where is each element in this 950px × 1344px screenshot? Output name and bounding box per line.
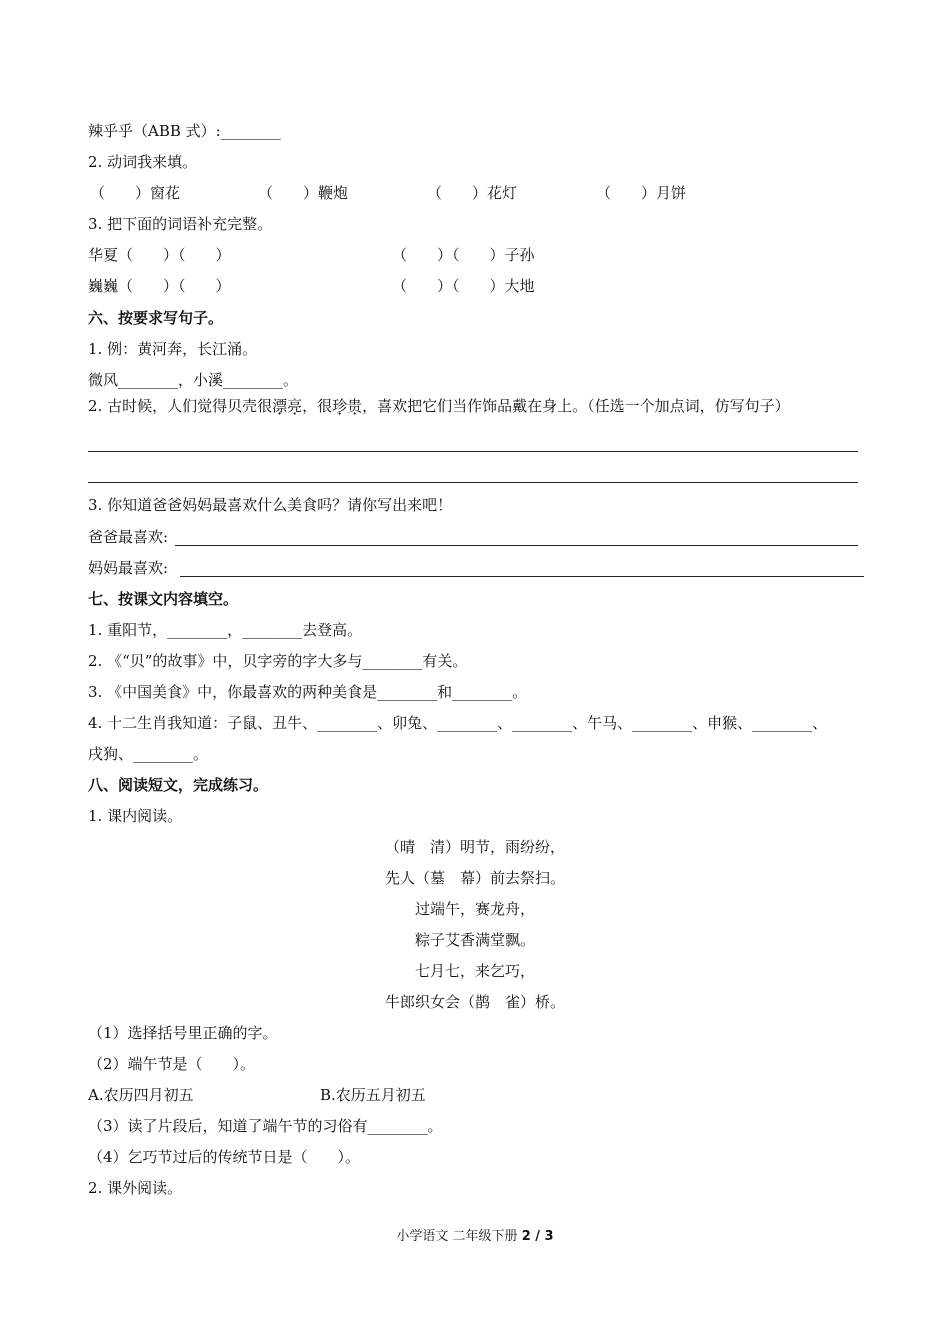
s6-q2-mid: ，很	[302, 397, 333, 415]
emphasis-char: 漂	[272, 397, 288, 415]
section-6-heading: 六、按要求写句子。	[88, 309, 224, 327]
idiom-1-left: 华夏（ ）（ ）	[88, 246, 231, 264]
emphasis-char: 珍	[332, 397, 348, 415]
poem-line: 牛郎织女会（鹊 雀）桥。	[384, 993, 565, 1011]
poem-line: 先人（墓 幕）前去祭扫。	[384, 869, 565, 887]
s6-q2-prefix: 2. 古时候，人们觉得贝壳很	[88, 397, 273, 415]
idiom-1-right: （ ）（ ）子孙	[392, 246, 535, 264]
s7-q2: 2. 《“贝”的故事》中，贝字旁的字大多与________有关。	[88, 652, 468, 670]
s6-q1-line: 微风________，小溪________。	[88, 371, 299, 389]
s8-sub2: （2）端午节是（ ）。	[88, 1055, 256, 1073]
dad-label: 爸爸最喜欢:	[88, 528, 169, 546]
verb-blank-1: （ ）窗花	[90, 184, 181, 202]
q3-title: 3. 把下面的词语补充完整。	[88, 215, 273, 233]
poem-line: 七月七，来乞巧，	[414, 962, 535, 980]
s6-q3-title: 3. 你知道爸爸妈妈最喜欢什么美食吗？请你写出来吧！	[88, 496, 453, 514]
page-number: 2 / 3	[521, 1229, 554, 1244]
answer-line[interactable]	[88, 482, 858, 483]
s6-q1-title: 1. 例：黄河奔，长江涌。	[88, 340, 258, 358]
idiom-2-right: （ ）（ ）大地	[392, 277, 535, 295]
idiom-2-left: 巍巍（ ）（ ）	[88, 277, 231, 295]
poem-line: （晴 清）明节，雨纷纷，	[384, 838, 565, 856]
verb-blank-2: （ ）鞭炮	[258, 184, 349, 202]
option-b: B.农历五月初五	[320, 1086, 426, 1104]
s7-q3: 3. 《中国美食》中，你最喜欢的两种美食是________和________。	[88, 683, 528, 701]
section-8-heading: 八、阅读短文，完成练习。	[88, 776, 269, 794]
poem-line: 过端午，赛龙舟，	[414, 900, 535, 918]
abb-line: 辣乎乎（ABB 式）:________	[88, 122, 281, 140]
emphasis-char: 贵	[347, 397, 363, 415]
option-a: A.农历四月初五	[88, 1086, 194, 1104]
dad-answer-line[interactable]	[175, 545, 858, 546]
verb-blank-4: （ ）月饼	[596, 184, 687, 202]
s6-q2-suffix: ，喜欢把它们当作饰品戴在身上。（任选一个加点词，仿写句子）	[362, 397, 790, 415]
emphasis-char: 亮	[287, 397, 303, 415]
s7-q4-line2: 戌狗、________。	[88, 745, 209, 763]
s8-q2-title: 2. 课外阅读。	[88, 1179, 183, 1197]
verb-blank-3: （ ）花灯	[427, 184, 518, 202]
answer-line[interactable]	[88, 451, 858, 452]
s6-q2-title	[88, 396, 790, 416]
mom-label: 妈妈最喜欢:	[88, 559, 169, 577]
s8-sub4: （4）乞巧节过后的传统节日是（ ）。	[88, 1148, 361, 1166]
s8-sub3: （3）读了片段后，知道了端午节的习俗有________。	[88, 1117, 443, 1135]
mom-answer-line[interactable]	[180, 576, 864, 577]
s7-q4-line1: 4. 十二生肖我知道：子鼠、丑牛、________、卯兔、________、________、午马、________、申猴、________、	[88, 714, 828, 732]
s8-q1-title: 1. 课内阅读。	[88, 807, 183, 825]
section-7-heading: 七、按课文内容填空。	[88, 590, 239, 608]
footer-text: 小学语文 二年级下册	[396, 1229, 522, 1244]
q2-title: 2. 动词我来填。	[88, 153, 198, 171]
s7-q1: 1. 重阳节，________，________去登高。	[88, 621, 363, 639]
poem-line: 粽子艾香满堂飘。	[414, 931, 535, 949]
page-footer	[0, 1225, 950, 1244]
s8-sub1: （1）选择括号里正确的字。	[88, 1024, 278, 1042]
